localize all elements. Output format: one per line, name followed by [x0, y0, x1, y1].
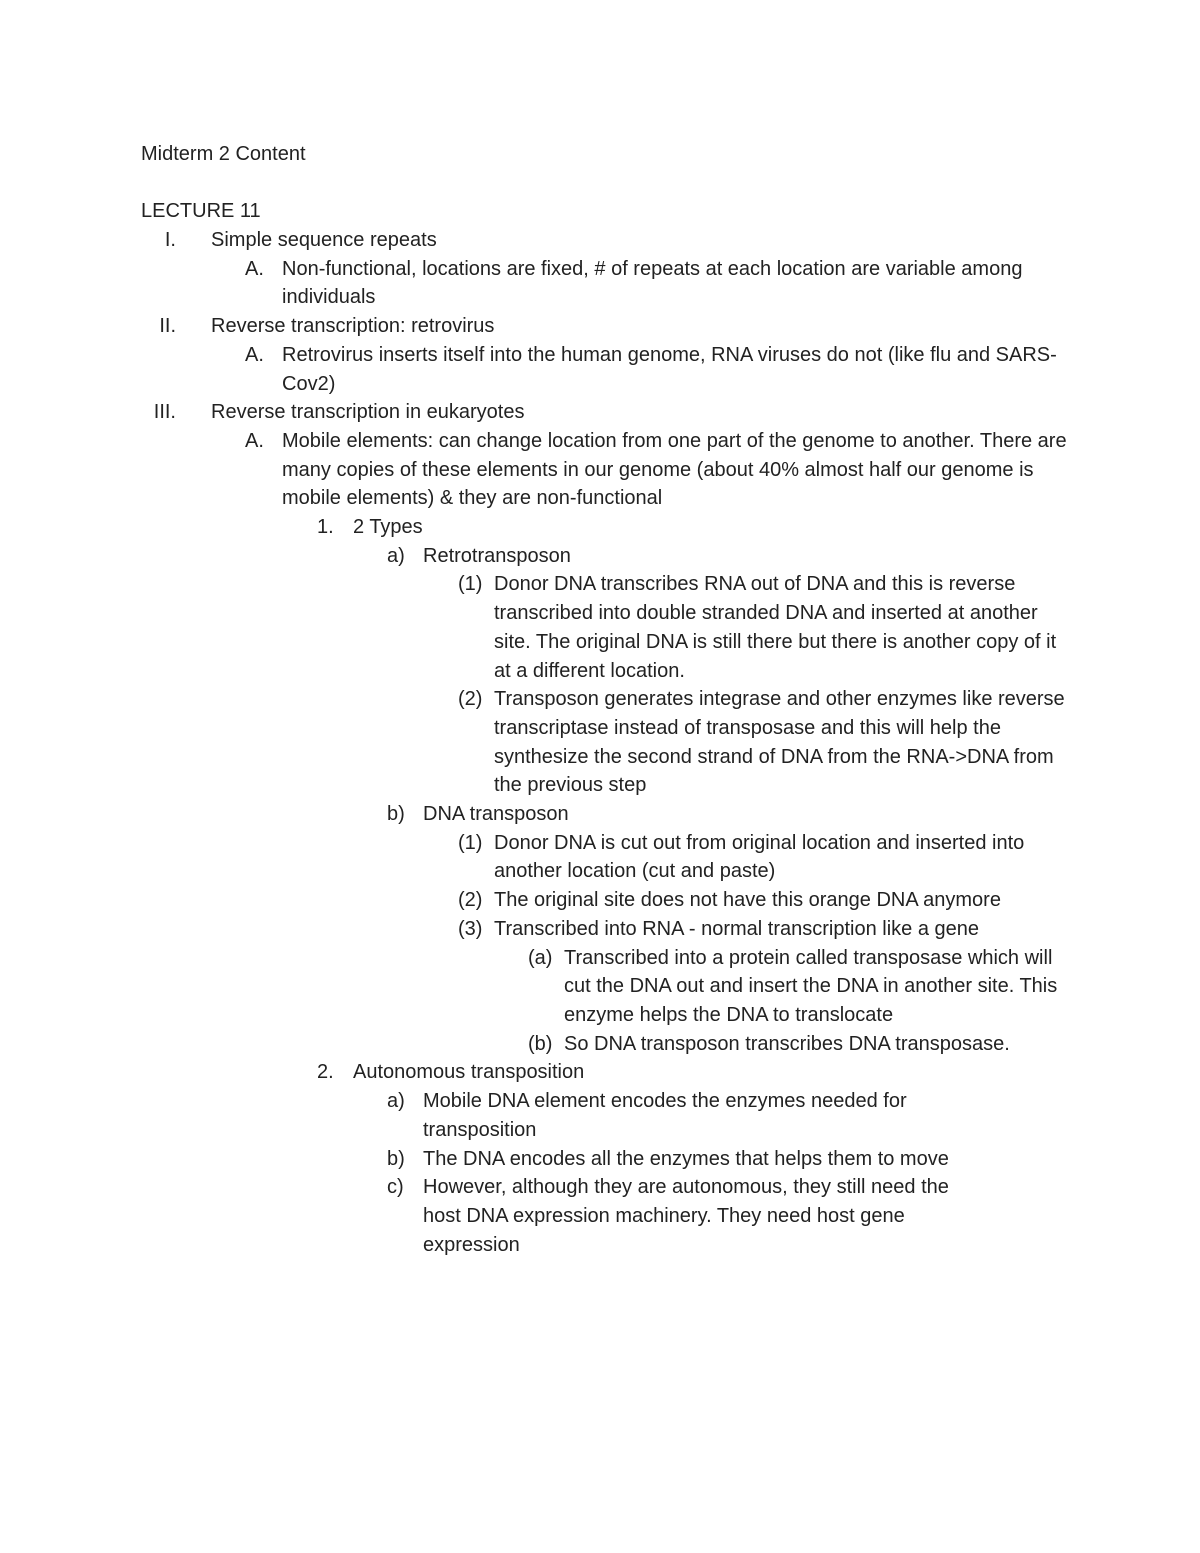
outline-text: The DNA encodes all the enzymes that helps them to move [423, 1147, 949, 1170]
outline-text: 2 Types [353, 516, 423, 539]
outline-text: Donor DNA transcribes RNA out of DNA and this is reverse transcribed into double stranded DNA and inserted at another site. The original DNA is still there but there is another copy of it at a different location. [494, 573, 1057, 682]
outline-item [0, 312, 1200, 341]
outline-marker: (1) [458, 573, 483, 596]
outline-marker: b) [387, 803, 405, 826]
outline-item [0, 341, 1200, 398]
outline-text: However, although they are autonomous, they still need the host DNA expression machinery. They need host gene expression [423, 1176, 949, 1256]
outline-text: Retrotransposon [423, 544, 571, 567]
lecture-heading: LECTURE 11 [141, 200, 261, 222]
outline-item [0, 570, 1200, 685]
outline-item [0, 685, 1200, 800]
outline-item [0, 886, 1200, 915]
outline-marker: A. [245, 343, 264, 366]
outline-marker: (a) [528, 946, 553, 969]
outline-text: So DNA transposon transcribes DNA transposase. [564, 1032, 1010, 1055]
outline-text: Transcribed into a protein called transposase which will cut the DNA out and insert the DNA in another site. This enzyme helps the DNA to translocate [564, 946, 1058, 1026]
outline-item [0, 1030, 1200, 1059]
outline-text: Autonomous transposition [353, 1061, 585, 1084]
outline-marker: 1. [317, 516, 334, 539]
outline-marker: III. [153, 401, 176, 424]
outline-marker: (b) [528, 1032, 553, 1055]
outline-text: Transposon generates integrase and other enzymes like reverse transcriptase instead of transposase and this will help the synthesize the second strand of DNA from the RNA->DNA from the previous step [494, 688, 1065, 797]
outline-text: Retrovirus inserts itself into the human genome, RNA viruses do not (like flu and SARS-Cov2) [282, 343, 1057, 395]
outline-marker: b) [387, 1147, 405, 1170]
outline-list [0, 226, 1200, 1259]
outline-item [0, 226, 1200, 255]
outline-item [0, 1058, 1200, 1087]
outline-item [0, 800, 1200, 829]
outline-text: Donor DNA is cut out from original location and inserted into another location (cut and paste) [494, 831, 1025, 883]
outline-item [0, 542, 1200, 571]
outline-text: Simple sequence repeats [211, 229, 437, 251]
outline-marker: (3) [458, 917, 483, 940]
outline-item [0, 829, 1200, 886]
outline-marker: (1) [458, 831, 483, 854]
outline-marker: I. [164, 229, 176, 251]
outline-text: Reverse transcription: retrovirus [211, 315, 495, 338]
outline-text: Mobile elements: can change location from one part of the genome to another. There are many copies of these elements in our genome (about 40% almost half our genome is mobile elements) & they are non-functional [282, 429, 1067, 510]
outline-text: Mobile DNA element encodes the enzymes needed for transposition [423, 1090, 907, 1141]
outline-marker: A. [245, 429, 264, 452]
outline-marker: 2. [317, 1061, 334, 1084]
outline-item [0, 944, 1200, 1030]
outline-item [0, 255, 1200, 312]
outline-marker: II. [159, 315, 176, 338]
outline-marker: a) [387, 544, 405, 567]
outline-marker: (2) [458, 889, 483, 912]
outline-text: DNA transposon [423, 803, 569, 826]
outline-item [0, 915, 1200, 944]
outline-text: Reverse transcription in eukaryotes [211, 401, 525, 424]
outline-marker: c) [387, 1176, 404, 1199]
outline-text: Transcribed into RNA - normal transcription like a gene [494, 917, 980, 940]
outline-item [0, 1145, 1200, 1174]
outline-marker: A. [245, 257, 264, 280]
outline-marker: (2) [458, 688, 483, 711]
outline-item [0, 1087, 1200, 1144]
outline-item [0, 1173, 1200, 1259]
outline-marker: a) [387, 1090, 405, 1113]
outline-text: The original site does not have this orange DNA anymore [494, 889, 1001, 912]
document-title: Midterm 2 Content [141, 143, 306, 165]
outline-item [0, 398, 1200, 427]
outline-item [0, 513, 1200, 542]
outline-item [0, 427, 1200, 513]
outline-text: Non-functional, locations are fixed, # of repeats at each location are variable among individuals [282, 257, 1023, 309]
